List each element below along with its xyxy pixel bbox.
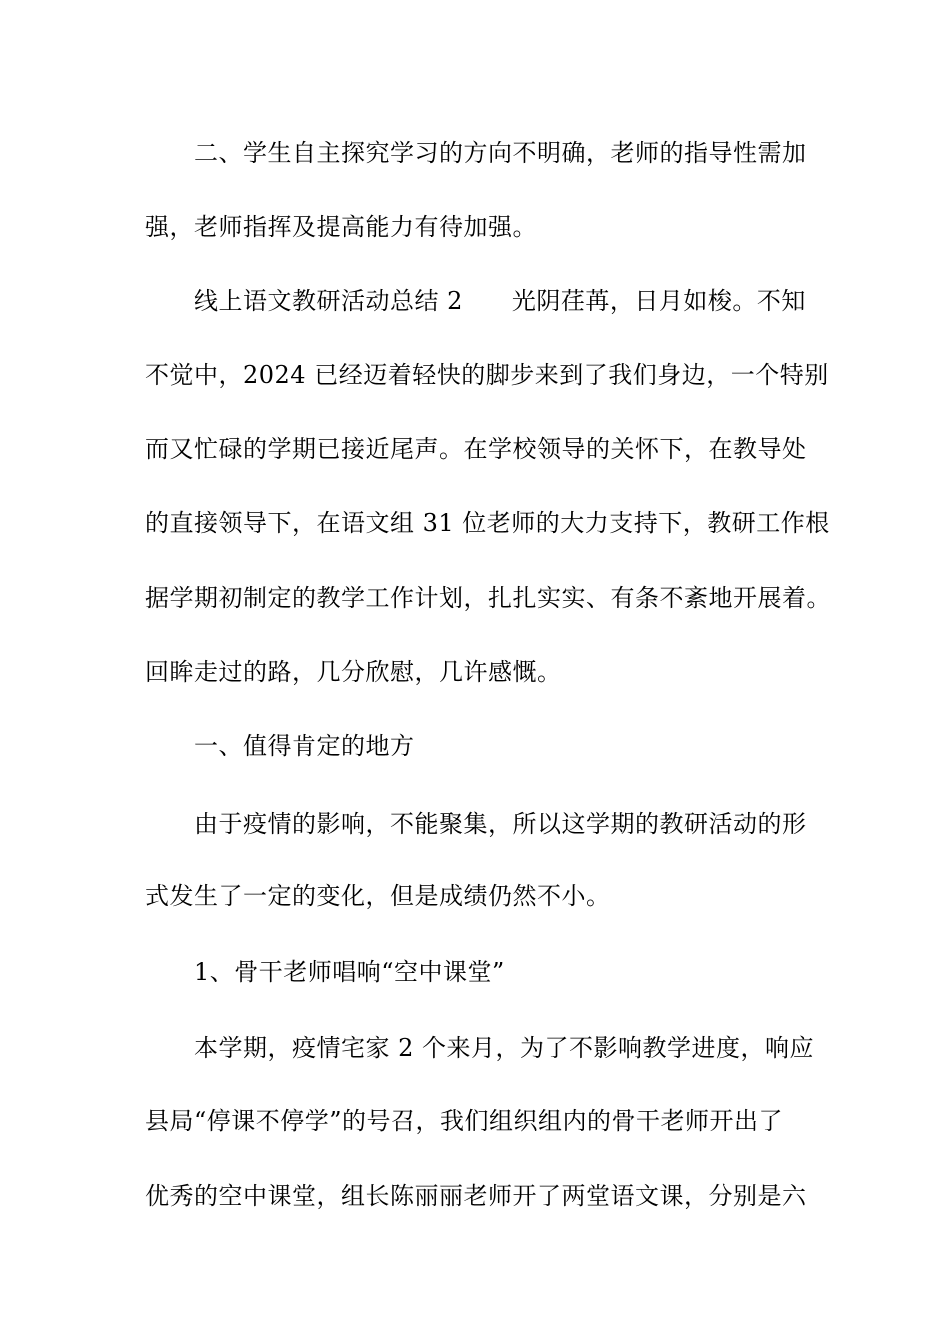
text-line: 回眸走过的路，几分欣慰，几许感慨。 bbox=[145, 658, 562, 686]
text-line: 由于疫情的影响，不能聚集，所以这学期的教研活动的形 bbox=[194, 810, 807, 838]
text-line: 县局“停课不停学”的号召，我们组织组内的骨干老师开出了 bbox=[145, 1107, 784, 1135]
text-line: 的直接领导下，在语文组 31 位老师的大力支持下，教研工作根 bbox=[145, 509, 830, 537]
text-line: 本学期，疫情宅家 2 个来月，为了不影响教学进度，响应 bbox=[194, 1034, 815, 1062]
section-heading: 一、值得肯定的地方 bbox=[194, 732, 415, 760]
text-line: 二、学生自主探究学习的方向不明确，老师的指导性需加 bbox=[194, 139, 807, 167]
text-line: 而又忙碌的学期已接近尾声。在学校领导的关怀下，在教导处 bbox=[145, 435, 807, 463]
subsection-heading: 1、骨干老师唱响“空中课堂” bbox=[194, 958, 505, 986]
text-line: 式发生了一定的变化，但是成绩仍然不小。 bbox=[145, 882, 611, 910]
text-line: 线上语文教研活动总结 2 光阴荏苒，日月如梭。不知 bbox=[194, 287, 806, 315]
text-line: 强，老师指挥及提高能力有待加强。 bbox=[145, 213, 537, 241]
text-line: 据学期初制定的教学工作计划，扎扎实实、有条不紊地开展着。 bbox=[145, 584, 831, 612]
text-line: 不觉中，2024 已经迈着轻快的脚步来到了我们身边，一个特别 bbox=[145, 361, 829, 389]
text-line: 优秀的空中课堂，组长陈丽丽老师开了两堂语文课，分别是六 bbox=[145, 1182, 807, 1210]
